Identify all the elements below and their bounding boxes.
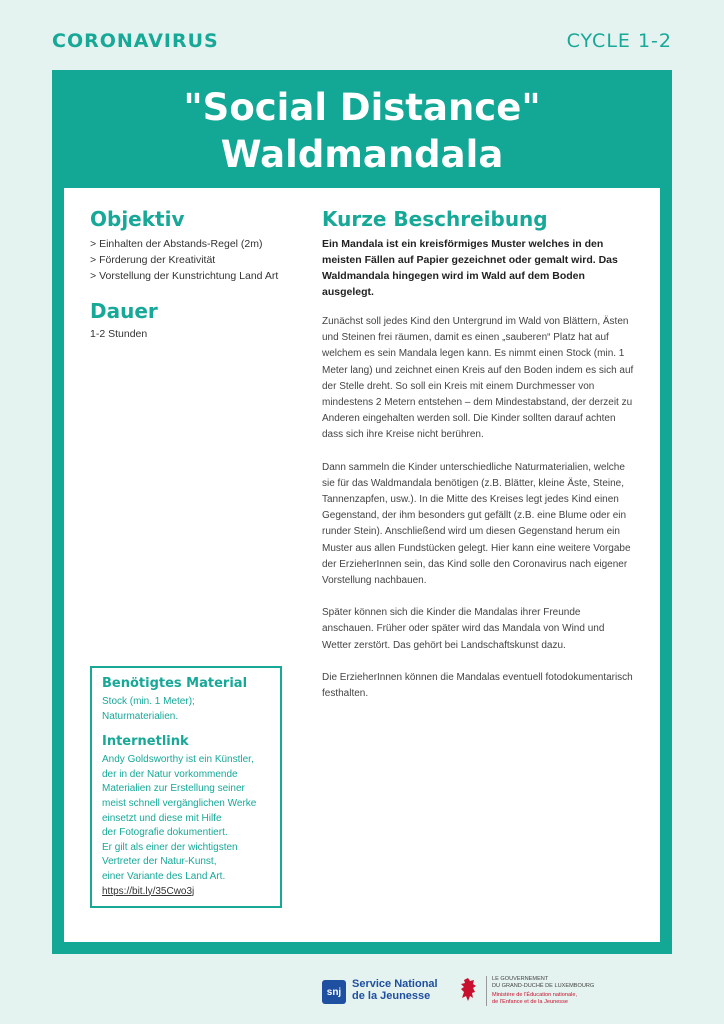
title-line-2: Waldmandala [220,133,504,176]
snj-name: Service National de la Jeunesse [352,978,438,1002]
paragraph-4: Die ErzieherInnen können die Mandalas eventuell fotodokumentarisch festhalten. [322,671,633,700]
content-frame [52,70,672,954]
ministry-name: Ministère de l'Éducation nationale, de l'Enfance et de la Jeunesse [492,992,578,1005]
list-item: > Förderung der Kreativität [90,252,306,268]
paragraph-1: Zunächst soll jedes Kind den Untergrund im Wald von Blättern, Ästen und Steinen frei räumen, damit es einen „sauberen“ Platz hat auf welchem es sein Mandala legen kann. Es nimmt einen Stock (min. 1 Meter lang) und zeichnet einen Kreis auf den Boden indem es sich auf der Stelle dreht. So soll ein Kreis mit einem Durchmesser von mindestens 2 Metern entstehen – dem Mindestabstand, der derzeit zu Anderen eingehalten werden soll. Die Kinder sollten darauf achten dass sich ihre Kreise nicht berühren. [322,316,634,441]
luxembourg-lion-icon [458,976,480,1004]
material-heading: Benötigtes Material [102,676,248,691]
material-box [90,666,282,908]
internetlink-heading: Internetlink [102,734,189,750]
government-name: LE GOUVERNEMENT DU GRAND-DUCHÉ DE LUXEMBOURG [492,976,595,989]
logo-separator [486,976,487,1006]
paragraph-3: Später können sich die Kinder die Mandalas ihrer Freunde anschauen. Früher oder später wird das Mandala von Wind und Wetter zerstört. Das gehört bei Landschaftskunst dazu. [322,607,605,651]
footer [0,974,724,1014]
objektiv-list [90,236,306,284]
paragraph-2: Dann sammeln die Kinder unterschiedliche Naturmaterialien, welche sie für das Waldmandala benötigen (z.B. Blätter, kleine Äste, Steine, Tannenzapfen, usw.). In die Mitte des Kreises legt jedes Kind einen Gegenstand, der ihm besonders gut gefällt (z.B. eine Blume oder ein runder Stein). Anschließend wird um diesen Gegenstand herum ein Muster aus allen Fundstücken gelegt. Hier kann eine weitere Vorgabe der ErzieherInnen sein, das Kind solle den Coronavirus nach eigener Vorstellung nachbauen. [322,461,631,587]
right-column [322,206,634,702]
internetlink-description: Andy Goldsworthy ist ein Künstler, der in der Natur vorkommende Materialien zur Erstellung seiner meist schnell vergänglichen Werke einsetzt und diese mit Hilfe der Fotografie dokumentiert. Er gilt als einer der wichtigsten Vertreter der Natur-Kunst, einer Variante des Land Art. [102,754,257,882]
dauer-text: 1-2 Stunden [90,328,148,340]
objektiv-heading: Objektiv [90,207,185,231]
beschreibung-heading: Kurze Beschreibung [322,207,548,231]
page-title [52,84,672,178]
list-item: > Einhalten der Abstands-Regel (2m) [90,236,306,252]
internetlink-text [102,753,270,899]
cycle-label: CYCLE 1-2 [566,30,672,52]
internetlink-url[interactable]: https://bit.ly/35Cwo3j [102,885,195,897]
dauer-heading: Dauer [90,299,158,323]
topic-label: CORONAVIRUS [52,30,219,52]
material-text: Stock (min. 1 Meter); Naturmaterialien. [102,696,195,722]
content-panel [64,188,660,942]
snj-logo: snj [322,980,346,1004]
list-item: > Vorstellung der Kunstrichtung Land Art [90,268,306,284]
intro-text: Ein Mandala ist ein kreisförmiges Muster welches in den meisten Fällen auf Papier gezeichnet oder gemalt wird. Das Waldmandala hingegen wird im Wald auf dem Boden ausgelegt. [322,238,618,298]
left-column [90,206,306,342]
title-line-1: "Social Distance" [183,86,541,129]
